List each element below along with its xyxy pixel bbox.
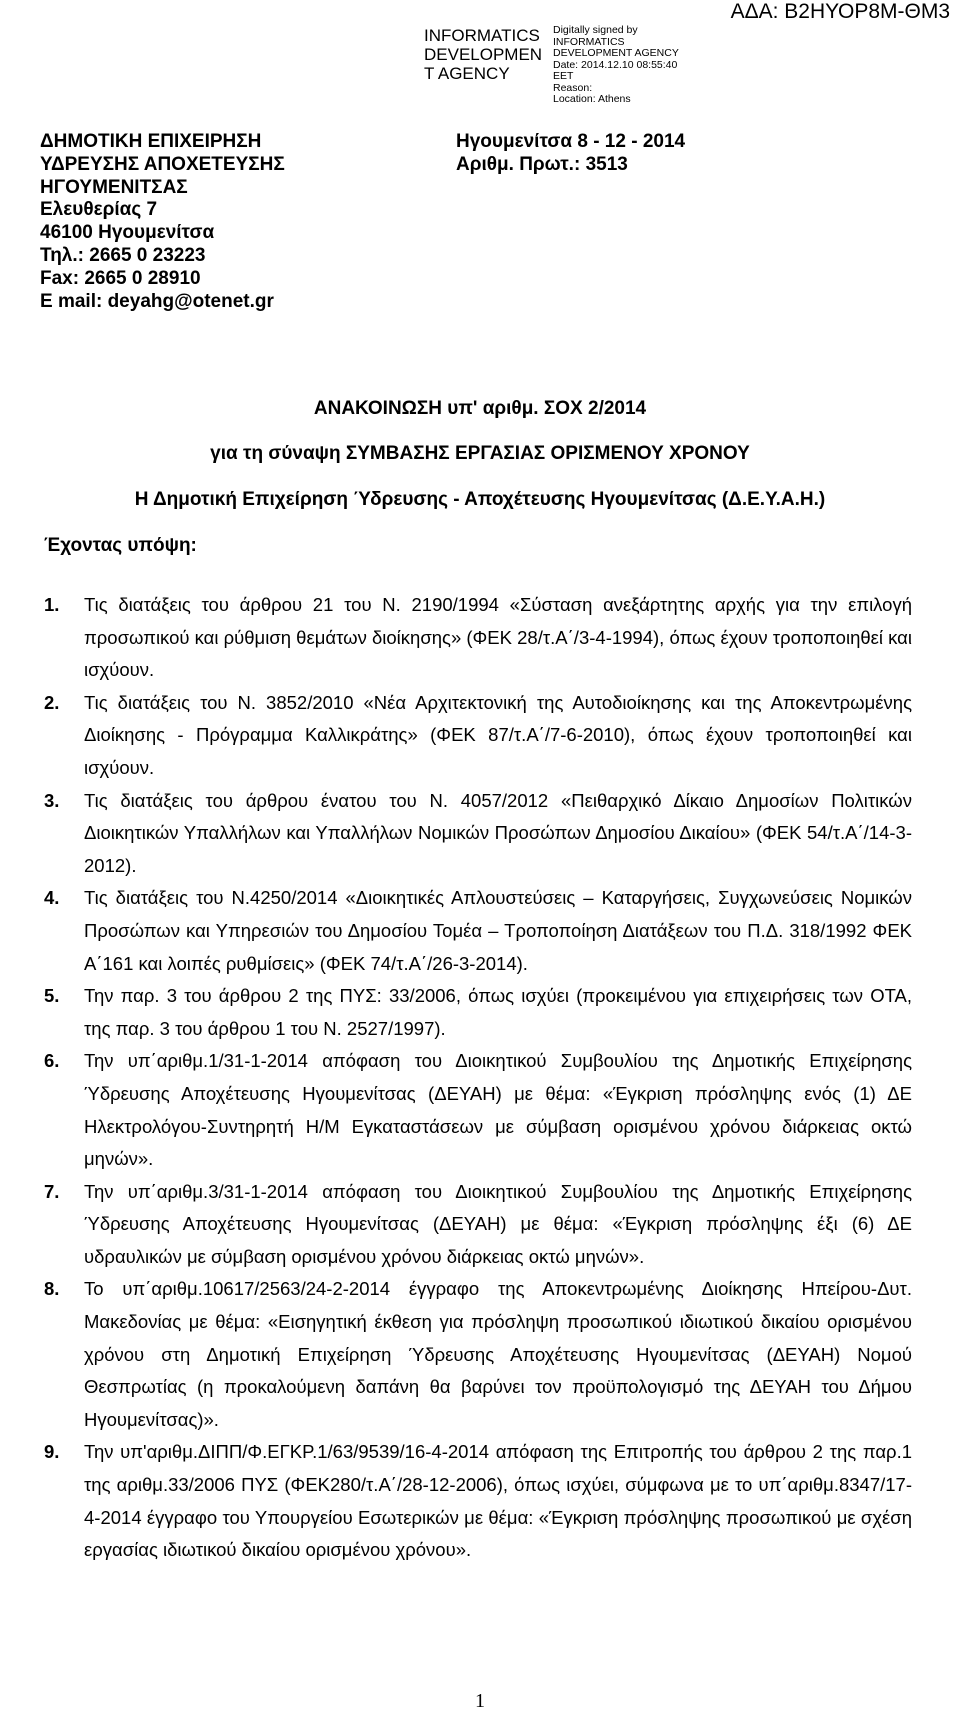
item-text: Τις διατάξεις του άρθρου 21 του Ν. 2190/1994 «Σύσταση ανεξάρτητης αρχής για την επιλογή προσωπικού και ρύθμιση θεμάτων διοίκησης» (ΦΕΚ 28/τ.Α΄/3-4-1994), όπως έχουν τροποποιηθεί και ισχύουν. <box>84 594 912 681</box>
announcement-subtitle: για τη σύναψη ΣΥΜΒΑΣΗΣ ΕΡΓΑΣΙΑΣ ΟΡΙΣΜΕΝΟΥ ΧΡΟΝΟΥ <box>210 443 750 464</box>
list-item <box>44 589 912 687</box>
list-item <box>44 882 912 980</box>
sender-line: ΔΗΜΟΤΙΚΗ ΕΠΙΧΕΙΡΗΣΗ <box>40 131 262 152</box>
sender-line: E mail: deyahg@otenet.gr <box>40 290 274 312</box>
signature-detail-line: Reason: <box>553 81 593 94</box>
list-item <box>44 1176 912 1274</box>
item-text: Τις διατάξεις του Ν.4250/2014 «Διοικητικές Απλουστεύσεις – Καταργήσεις, Συγχωνεύσεις Νομικών Προσώπων και Υπηρεσιών του Δημοσίου Τομέα – Τροποποίηση Διατάξεων του Π.Δ. 318/1992 ΦΕΚ Α΄161 και λοιπές ρυθμίσεις» (ΦΕΚ 74/τ.Α΄/26-3-2014). <box>84 887 912 974</box>
item-text: Την παρ. 3 του άρθρου 2 της ΠΥΣ: 33/2006, όπως ισχύει (προκειμένου για επιχειρήσεις των ΟΤΑ, της παρ. 3 του άρθρου 1 του Ν. 2527/1997). <box>84 985 912 1039</box>
signature-detail-line: DEVELOPMENT AGENCY <box>553 47 679 59</box>
list-item <box>44 687 912 785</box>
signature-org-line: INFORMATICS <box>424 26 540 45</box>
signature-detail-line: INFORMATICS <box>553 35 625 48</box>
signature-detail-line: EET <box>553 70 574 82</box>
item-text: Τις διατάξεις του άρθρου ένατου του Ν. 4057/2012 «Πειθαρχικό Δίκαιο Δημοσίων Πολιτικών Διοικητικών Υπαλλήλων και Υπαλλήλων Νομικών Προσώπων Δημοσίου Δικαίου» (ΦΕΚ 54/τ.Α΄/14-3-2012). <box>84 789 912 876</box>
item-text: Το υπ΄αριθμ.10617/2563/24-2-2014 έγγραφο της Αποκεντρωμένης Διοίκησης Ηπείρου-Δυτ. Μακεδονίας με θέμα: «Εισηγητική έκθεση για πρόσληψη προσωπικού ιδιωτικού δικαίου ορισμένου χρόνου στη Δημοτική Επιχείρηση Ύδρευσης Αποχέτευσης Ηγουμενίτσας (ΔΕΥΑΗ) Νομού Θεσπρωτίας (η προκαλούμενη δαπάνη θα βαρύνει τον προϋπολογισμό της ΔΕΥΑΗ του Δήμου Ηγουμενίτσας)». <box>84 1278 912 1430</box>
item-text: Τις διατάξεις του Ν. 3852/2010 «Νέα Αρχιτεκτονική της Αυτοδιοίκησης και της Αποκεντρωμένης Διοίκησης - Πρόγραμμα Καλλικράτης» (ΦΕΚ 87/τ.Α΄/7-6-2010), όπως έχουν τροποποιηθεί και ισχύουν. <box>84 691 912 778</box>
item-text: Την υπ΄αριθμ.1/31-1-2014 απόφαση του Διοικητικού Συμβουλίου της Δημοτικής Επιχείρησης Ύδρευσης Αποχέτευσης Ηγουμενίτσας (ΔΕΥΑΗ) με θέμα: «Έγκριση πρόσληψης ενός (1) ΔΕ Ηλεκτρολόγου-Συντηρητή Η/Μ Εγκαταστάσεων με σύμβαση ορισμένου χρόνου διάρκειας οκτώ μηνών». <box>84 1050 912 1170</box>
list-item <box>44 1436 912 1566</box>
date-protocol-block <box>456 131 685 177</box>
protocol-line: Αριθμ. Πρωτ.: 3513 <box>456 153 628 175</box>
signature-details <box>553 25 679 106</box>
item-number: 7. <box>44 1180 60 1202</box>
digital-signature-block <box>424 18 714 105</box>
signature-org-line: T AGENCY <box>424 64 510 83</box>
sender-line: 46100 Ηγουμενίτσα <box>40 222 215 244</box>
list-item <box>44 1273 912 1436</box>
page-number: 1 <box>475 1690 485 1712</box>
item-number: 3. <box>44 789 60 811</box>
item-number: 6. <box>44 1050 60 1072</box>
signature-detail-line: Location: Athens <box>553 93 631 105</box>
signature-detail-line: Date: 2014.12.10 08:55:40 <box>553 58 678 71</box>
list-item <box>44 1045 912 1175</box>
sender-line: Fax: 2665 0 28910 <box>40 267 201 289</box>
item-number: 5. <box>44 985 60 1007</box>
item-number: 4. <box>44 887 60 909</box>
signature-org-line: DEVELOPMEN <box>424 45 543 64</box>
item-number: 2. <box>44 691 60 713</box>
sender-line: ΥΔΡΕΥΣΗΣ ΑΠΟΧΕΤΕΥΣΗΣ <box>40 153 285 175</box>
item-number: 1. <box>44 594 60 615</box>
announcement-title: ΑΝΑΚΟΙΝΩΣΗ υπ' αριθμ. ΣΟΧ 2/2014 <box>313 398 647 419</box>
intro-heading: Έχοντας υπόψη: <box>44 535 197 556</box>
sender-block <box>40 131 285 313</box>
item-text: Την υπ'αριθμ.ΔΙΠΠ/Φ.ΕΓΚΡ.1/63/9539/16-4-2014 απόφαση της Επιτροπής του άρθρου 2 της παρ.1 της αριθμ.33/2006 ΠΥΣ (ΦΕΚ280/τ.Α΄/28-12-2006), όπως ισχύει, σύμφωνα με το υπ΄αριθμ.8347/17-4-2014 έγγραφο του Υπουργείου Εσωτερικών με θέμα: «Έγκριση πρόσληψης προσωπικού με σχέση εργασίας ιδιωτικού δικαίου ορισμένου χρόνου». <box>84 1441 912 1561</box>
list-item <box>44 785 912 883</box>
sender-line: Ελευθερίας 7 <box>40 199 158 221</box>
item-number: 9. <box>44 1441 60 1463</box>
considerations-list <box>44 589 912 1567</box>
date-line: Ηγουμενίτσα 8 - 12 - 2014 <box>456 131 686 152</box>
ada-code: ΑΔΑ: Β2ΗΥΟΡ8Μ-ΘΜ3 <box>730 0 950 23</box>
signature-organization <box>424 26 542 83</box>
sender-line: ΗΓΟΥΜΕΝΙΤΣΑΣ <box>40 176 188 198</box>
list-item <box>44 980 912 1045</box>
sender-line: Τηλ.: 2665 0 23223 <box>40 244 206 266</box>
signature-detail-line: Digitally signed by <box>553 24 638 36</box>
item-text: Την υπ΄αριθμ.3/31-1-2014 απόφαση του Διοικητικού Συμβουλίου της Δημοτικής Επιχείρησης Ύδρευσης Αποχέτευσης Ηγουμενίτσας (ΔΕΥΑΗ) με θέμα: «Έγκριση πρόσληψης έξι (6) ΔΕ υδραυλικών με σύμβαση ορισμένου χρόνου διάρκειας οκτώ μηνών». <box>84 1180 912 1267</box>
company-name: Η Δημοτική Επιχείρηση Ύδρευσης - Αποχέτευσης Ηγουμενίτσας (Δ.Ε.Υ.Α.Η.) <box>134 489 826 510</box>
item-number: 8. <box>44 1278 60 1300</box>
